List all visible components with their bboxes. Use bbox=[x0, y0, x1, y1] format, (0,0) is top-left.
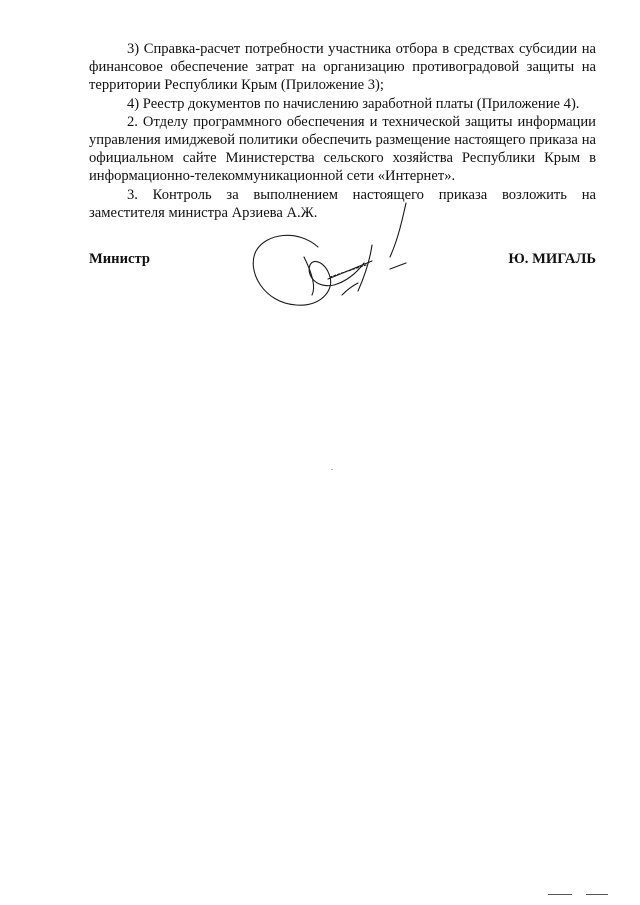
scan-dot bbox=[331, 469, 333, 470]
footer-marks bbox=[548, 894, 612, 897]
paragraph-section-2: 2. Отделу программного обеспечения и технической защиты информации управления имиджевой политики обеспечить размещение настоящего приказа на официальном сайте Министерства сельского хозяйства Республики Крым в информационно-телекоммуникационной сети «Интернет». bbox=[89, 113, 596, 185]
signatory-name: Ю. МИГАЛЬ bbox=[508, 251, 596, 267]
paragraph-item-3: 3) Справка-расчет потребности участника отбора в средствах субсидии на финансовое обеспечение затрат на организацию противоградовой защиты на территории Республики Крым (Приложение 3); bbox=[89, 41, 596, 94]
signatory-title: Министр bbox=[89, 251, 150, 267]
paragraph-section-3: 3. Контроль за выполнением настоящего приказа возложить на заместителя министра Арзиева А.Ж. bbox=[89, 186, 596, 221]
signature-block bbox=[89, 251, 596, 273]
footer-mark-right bbox=[586, 894, 608, 895]
footer-mark-left bbox=[548, 894, 572, 895]
paragraph-item-4: 4) Реестр документов по начислению заработной платы (Приложение 4). bbox=[127, 95, 580, 112]
